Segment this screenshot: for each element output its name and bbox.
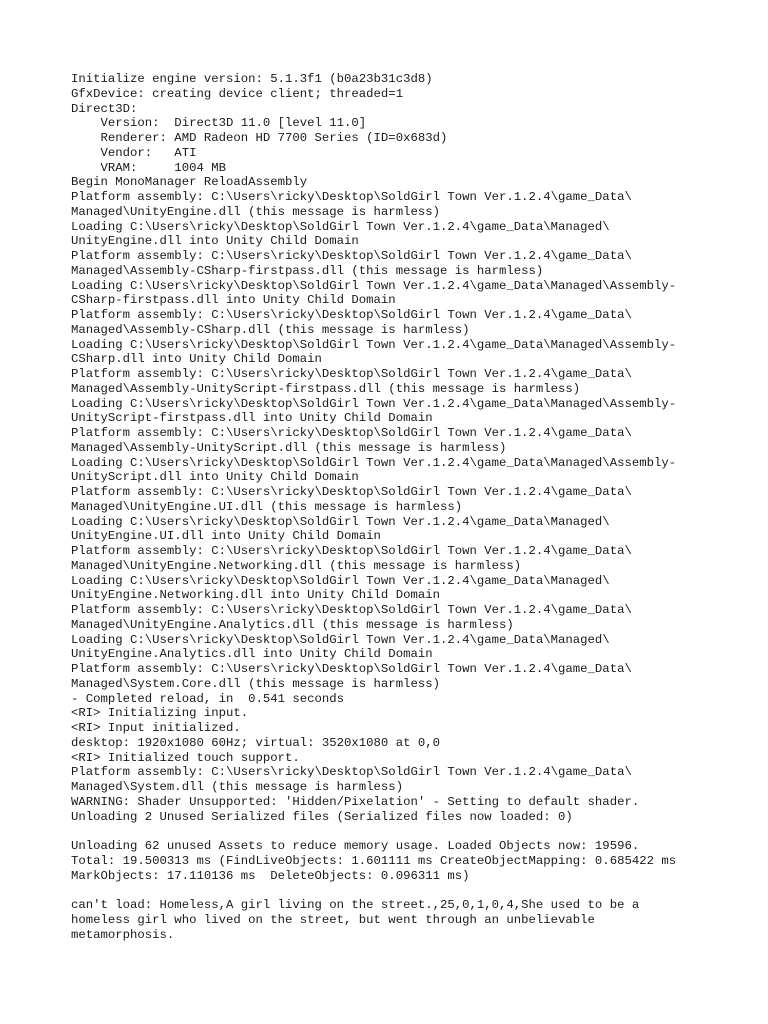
log-line: Platform assembly: C:\Users\ricky\Desktop\SoldGirl Town Ver.1.2.4\game_Data\ [71, 190, 632, 204]
log-line: Unloading 2 Unused Serialized files (Serialized files now loaded: 0) [71, 809, 573, 824]
log-line: Platform assembly: C:\Users\ricky\Desktop\SoldGirl Town Ver.1.2.4\game_Data\ [71, 765, 632, 780]
log-line: Managed\Assembly-UnityScript.dll (this message is harmless) [71, 440, 507, 455]
log-line: Managed\System.dll (this message is harmless) [71, 780, 404, 794]
log-line: Version: Direct3D 11.0 [level 11.0] [71, 116, 367, 131]
log-line: UnityScript.dll into Unity Child Domain [71, 470, 359, 485]
log-line: Managed\UnityEngine.UI.dll (this message is harmless) [71, 499, 463, 514]
log-line: can't load: Homeless,A girl living on the street.,25,0,1,0,4,She used to be a [71, 898, 640, 912]
log-line: Managed\UnityEngine.dll (this message is harmless) [71, 204, 440, 219]
log-line: Platform assembly: C:\Users\ricky\Desktop\SoldGirl Town Ver.1.2.4\game_Data\ [71, 603, 632, 617]
log-line: CSharp.dll into Unity Child Domain [71, 352, 322, 367]
log-line: WARNING: Shader Unsupported: 'Hidden/Pixelation' - Setting to default shader. [71, 794, 640, 809]
log-line: Loading C:\Users\ricky\Desktop\SoldGirl Town Ver.1.2.4\game_Data\Managed\Assembly- [71, 278, 677, 293]
log-line: Begin MonoManager ReloadAssembly [71, 175, 308, 190]
log-line: UnityEngine.Networking.dll into Unity Child Domain [71, 588, 440, 603]
log-line: Direct3D: [71, 101, 138, 116]
log-line: Managed\Assembly-CSharp-firstpass.dll (this message is harmless) [71, 263, 544, 278]
log-line: Total: 19.500313 ms (FindLiveObjects: 1.601111 ms CreateObjectMapping: 0.685422 ms [71, 853, 677, 868]
log-line: Unloading 62 unused Assets to reduce memory usage. Loaded Objects now: 19596. [71, 839, 640, 853]
log-line: Renderer: AMD Radeon HD 7700 Series (ID=0x683d) [71, 131, 448, 145]
log-line: Loading C:\Users\ricky\Desktop\SoldGirl Town Ver.1.2.4\game_Data\Managed\ [71, 573, 610, 588]
log-line: Platform assembly: C:\Users\ricky\Desktop\SoldGirl Town Ver.1.2.4\game_Data\ [71, 249, 632, 263]
log-line: metamorphosis. [71, 927, 175, 942]
log-line: Initialize engine version: 5.1.3f1 (b0a23b31c3d8) [71, 72, 433, 86]
log-line: desktop: 1920x1080 60Hz; virtual: 3520x1080 at 0,0 [71, 735, 440, 750]
log-line: Managed\UnityEngine.Analytics.dll (this message is harmless) [71, 617, 514, 632]
log-line: GfxDevice: creating device client; threaded=1 [71, 86, 404, 101]
log-line: - Completed reload, in 0.541 seconds [71, 691, 345, 706]
log-line: homeless girl who lived on the street, but went through an unbelievable [71, 912, 595, 927]
log-line: Platform assembly: C:\Users\ricky\Desktop\SoldGirl Town Ver.1.2.4\game_Data\ [71, 662, 632, 676]
log-line: Loading C:\Users\ricky\Desktop\SoldGirl Town Ver.1.2.4\game_Data\Managed\Assembly- [71, 396, 677, 411]
log-line [71, 883, 751, 898]
log-line: Managed\Assembly-UnityScript-firstpass.dll (this message is harmless) [71, 381, 581, 396]
log-line: UnityScript-firstpass.dll into Unity Child Domain [71, 411, 433, 426]
log-line: Managed\System.Core.dll (this message is harmless) [71, 676, 440, 691]
log-line: Loading C:\Users\ricky\Desktop\SoldGirl Town Ver.1.2.4\game_Data\Managed\ [71, 219, 610, 234]
log-line: Platform assembly: C:\Users\ricky\Desktop\SoldGirl Town Ver.1.2.4\game_Data\ [71, 426, 632, 440]
log-line: Managed\Assembly-CSharp.dll (this message is harmless) [71, 322, 470, 337]
log-line: VRAM: 1004 MB [71, 160, 226, 175]
log-line: Loading C:\Users\ricky\Desktop\SoldGirl Town Ver.1.2.4\game_Data\Managed\ [71, 514, 610, 529]
log-line: MarkObjects: 17.110136 ms DeleteObjects: 0.096311 ms) [71, 868, 470, 883]
log-line: Platform assembly: C:\Users\ricky\Desktop\SoldGirl Town Ver.1.2.4\game_Data\ [71, 544, 632, 558]
log-line: CSharp-firstpass.dll into Unity Child Domain [71, 293, 396, 308]
log-line: <RI> Initialized touch support. [71, 750, 300, 765]
log-line: Vendor: ATI [71, 145, 197, 160]
log-line: Platform assembly: C:\Users\ricky\Desktop\SoldGirl Town Ver.1.2.4\game_Data\ [71, 485, 632, 499]
log-line: Platform assembly: C:\Users\ricky\Desktop\SoldGirl Town Ver.1.2.4\game_Data\ [71, 367, 632, 381]
engine-log-text [71, 72, 751, 942]
log-line: Loading C:\Users\ricky\Desktop\SoldGirl Town Ver.1.2.4\game_Data\Managed\Assembly- [71, 455, 677, 470]
log-line: Platform assembly: C:\Users\ricky\Desktop\SoldGirl Town Ver.1.2.4\game_Data\ [71, 308, 632, 322]
log-line [71, 824, 751, 839]
log-line: <RI> Initializing input. [71, 706, 249, 721]
log-line: UnityEngine.Analytics.dll into Unity Child Domain [71, 647, 433, 662]
log-line: Loading C:\Users\ricky\Desktop\SoldGirl Town Ver.1.2.4\game_Data\Managed\Assembly- [71, 337, 677, 352]
log-line: UnityEngine.dll into Unity Child Domain [71, 234, 359, 249]
log-line: <RI> Input initialized. [71, 721, 241, 735]
log-line: UnityEngine.UI.dll into Unity Child Domain [71, 529, 381, 544]
log-line: Loading C:\Users\ricky\Desktop\SoldGirl Town Ver.1.2.4\game_Data\Managed\ [71, 632, 610, 647]
log-line: Managed\UnityEngine.Networking.dll (this message is harmless) [71, 558, 522, 573]
